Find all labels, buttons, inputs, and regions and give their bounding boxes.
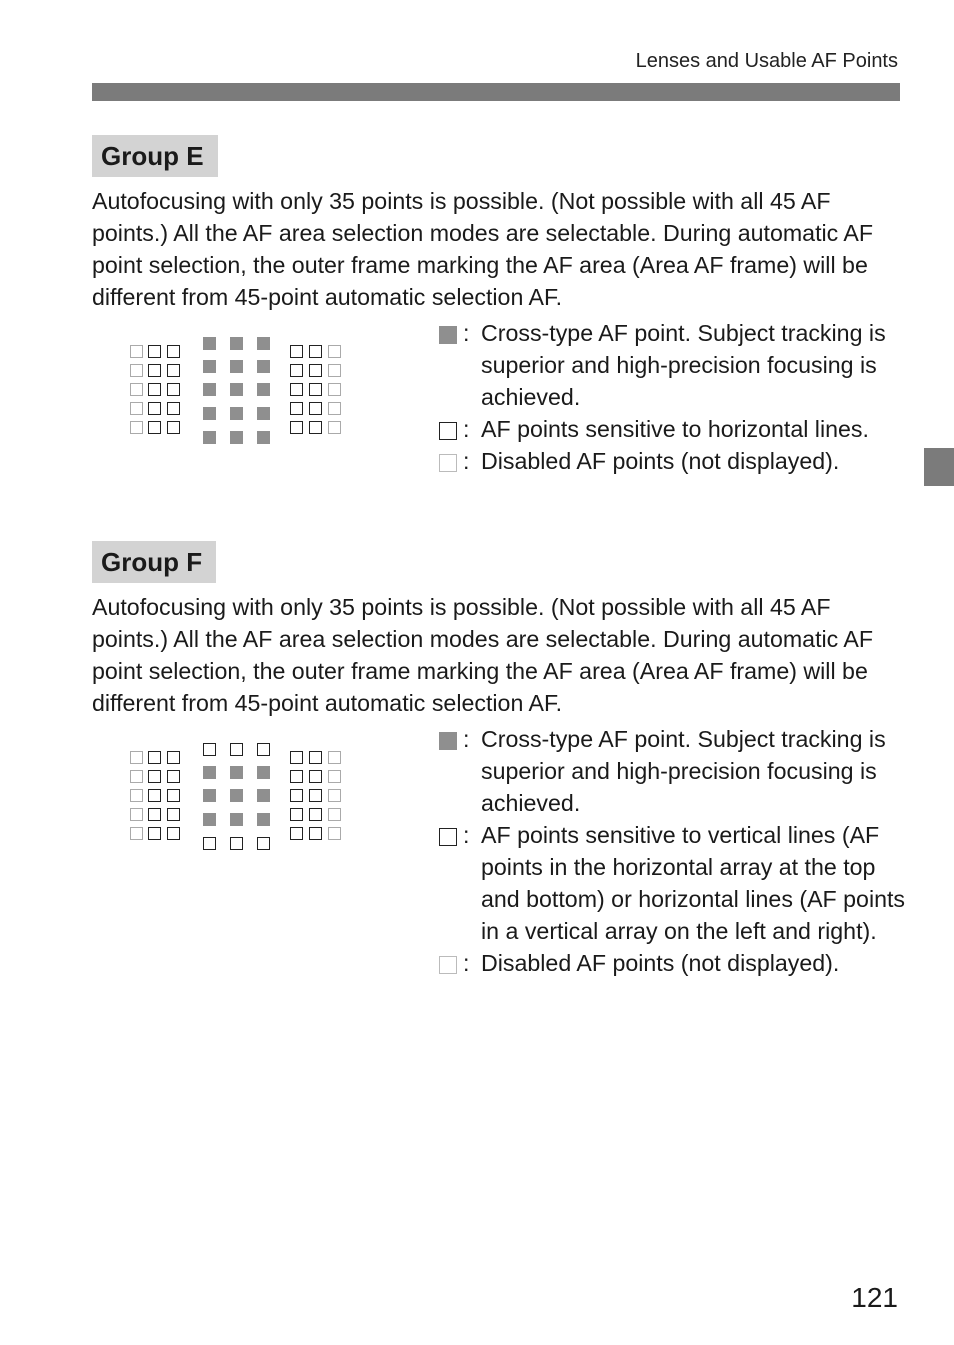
af-point <box>203 407 216 420</box>
legend-text: AF points sensitive to horizontal lines. <box>481 416 869 442</box>
legend-item: : Disabled AF points (not displayed). <box>438 947 908 979</box>
af-point <box>203 743 216 756</box>
af-point <box>309 751 322 764</box>
af-point <box>130 827 143 840</box>
legend-text: AF points sensitive to vertical lines (AF points in the horizontal array at the top and bottom) or horizontal lines (AF points in a vertical array on the left and right). <box>481 822 906 944</box>
group-f-af-diagram <box>130 741 345 851</box>
af-point <box>148 789 161 802</box>
af-point <box>148 808 161 821</box>
af-point <box>230 766 243 779</box>
af-point <box>257 813 270 826</box>
af-point <box>290 789 303 802</box>
group-e-af-diagram <box>130 335 345 445</box>
group-f-legend <box>438 723 908 979</box>
af-point <box>203 766 216 779</box>
disabled-point-icon <box>439 454 457 472</box>
af-point <box>309 789 322 802</box>
af-point <box>203 383 216 396</box>
af-point <box>230 743 243 756</box>
legend-item: : Cross-type AF point. Subject tracking is superior and high-precision focusing is achieved. <box>438 317 908 413</box>
af-point <box>203 837 216 850</box>
af-point <box>290 364 303 377</box>
af-point <box>148 402 161 415</box>
af-point <box>167 751 180 764</box>
af-point <box>328 827 341 840</box>
af-point <box>148 364 161 377</box>
af-point <box>290 808 303 821</box>
af-point <box>167 770 180 783</box>
af-point <box>167 345 180 358</box>
af-point <box>230 337 243 350</box>
top-rule <box>92 83 900 101</box>
af-point <box>148 345 161 358</box>
legend-text: Cross-type AF point. Subject tracking is superior and high-precision focusing is achieved. <box>481 320 886 410</box>
af-point <box>328 808 341 821</box>
af-point <box>257 431 270 444</box>
af-point <box>167 827 180 840</box>
af-point <box>257 383 270 396</box>
group-f-intro: Autofocusing with only 35 points is possible. (Not possible with all 45 AF points.) All the AF area selection modes are selectable. During automatic AF point selection, the outer frame marking the AF area (Area AF frame) will be different from 45-point automatic selection AF. <box>92 594 874 716</box>
af-point <box>148 383 161 396</box>
legend-text: Disabled AF points (not displayed). <box>481 448 840 474</box>
af-point <box>130 770 143 783</box>
af-point <box>130 808 143 821</box>
af-point <box>328 421 341 434</box>
side-tab <box>924 448 954 486</box>
af-point <box>167 402 180 415</box>
legend-item: : AF points sensitive to horizontal lines. <box>438 413 908 445</box>
horizontal-line-point-icon <box>439 422 457 440</box>
af-point <box>309 364 322 377</box>
af-point <box>257 837 270 850</box>
af-point <box>203 360 216 373</box>
af-point <box>290 770 303 783</box>
af-point <box>309 383 322 396</box>
af-point <box>257 407 270 420</box>
group-e-intro: Autofocusing with only 35 points is possible. (Not possible with all 45 AF points.) All the AF area selection modes are selectable. During automatic AF point selection, the outer frame marking the AF area (Area AF frame) will be different from 45-point automatic selection AF. <box>92 188 874 310</box>
cross-type-point-icon <box>439 326 457 344</box>
line-sensitive-point-icon <box>439 828 457 846</box>
af-point <box>203 337 216 350</box>
group-f-heading: Group F <box>92 541 216 583</box>
af-point <box>230 837 243 850</box>
af-point <box>167 364 180 377</box>
af-point <box>130 364 143 377</box>
af-point <box>257 766 270 779</box>
af-point <box>290 402 303 415</box>
af-point <box>290 827 303 840</box>
legend-item: : Disabled AF points (not displayed). <box>438 445 908 477</box>
af-point <box>148 421 161 434</box>
af-point <box>290 345 303 358</box>
af-point <box>309 345 322 358</box>
af-point <box>167 383 180 396</box>
af-point <box>257 337 270 350</box>
af-point <box>230 383 243 396</box>
legend-item: : Cross-type AF point. Subject tracking is superior and high-precision focusing is achieved. <box>438 723 908 819</box>
af-point <box>309 827 322 840</box>
legend-item: : AF points sensitive to vertical lines (AF points in the horizontal array at the top and bottom) or horizontal lines (AF points in a vertical array on the left and right). <box>438 819 908 947</box>
running-head: Lenses and Usable AF Points <box>635 50 898 72</box>
af-point <box>167 789 180 802</box>
group-e-legend <box>438 317 908 477</box>
af-point <box>203 789 216 802</box>
legend-text: Disabled AF points (not displayed). <box>481 950 840 976</box>
af-point <box>290 751 303 764</box>
af-point <box>257 743 270 756</box>
af-point <box>130 345 143 358</box>
af-point <box>309 770 322 783</box>
af-point <box>328 364 341 377</box>
af-point <box>230 407 243 420</box>
group-e-heading: Group E <box>92 135 218 177</box>
page-number: 121 <box>851 1282 898 1313</box>
af-point <box>230 813 243 826</box>
legend-text: Cross-type AF point. Subject tracking is superior and high-precision focusing is achieved. <box>481 726 886 816</box>
af-point <box>230 431 243 444</box>
af-point <box>230 360 243 373</box>
af-point <box>309 402 322 415</box>
af-point <box>328 345 341 358</box>
af-point <box>257 360 270 373</box>
af-point <box>148 827 161 840</box>
af-point <box>130 402 143 415</box>
af-point <box>328 789 341 802</box>
af-point <box>257 789 270 802</box>
af-point <box>328 383 341 396</box>
af-point <box>290 383 303 396</box>
disabled-point-icon <box>439 956 457 974</box>
af-point <box>203 813 216 826</box>
af-point <box>328 751 341 764</box>
group-e-section <box>92 135 902 313</box>
af-point <box>290 421 303 434</box>
af-point <box>309 421 322 434</box>
af-point <box>130 751 143 764</box>
af-point <box>148 751 161 764</box>
af-point <box>203 431 216 444</box>
af-point <box>167 421 180 434</box>
af-point <box>167 808 180 821</box>
group-f-section <box>92 541 902 719</box>
af-point <box>328 402 341 415</box>
af-point <box>130 383 143 396</box>
af-point <box>148 770 161 783</box>
af-point <box>328 770 341 783</box>
af-point <box>130 789 143 802</box>
af-point <box>309 808 322 821</box>
cross-type-point-icon <box>439 732 457 750</box>
af-point <box>130 421 143 434</box>
af-point <box>230 789 243 802</box>
